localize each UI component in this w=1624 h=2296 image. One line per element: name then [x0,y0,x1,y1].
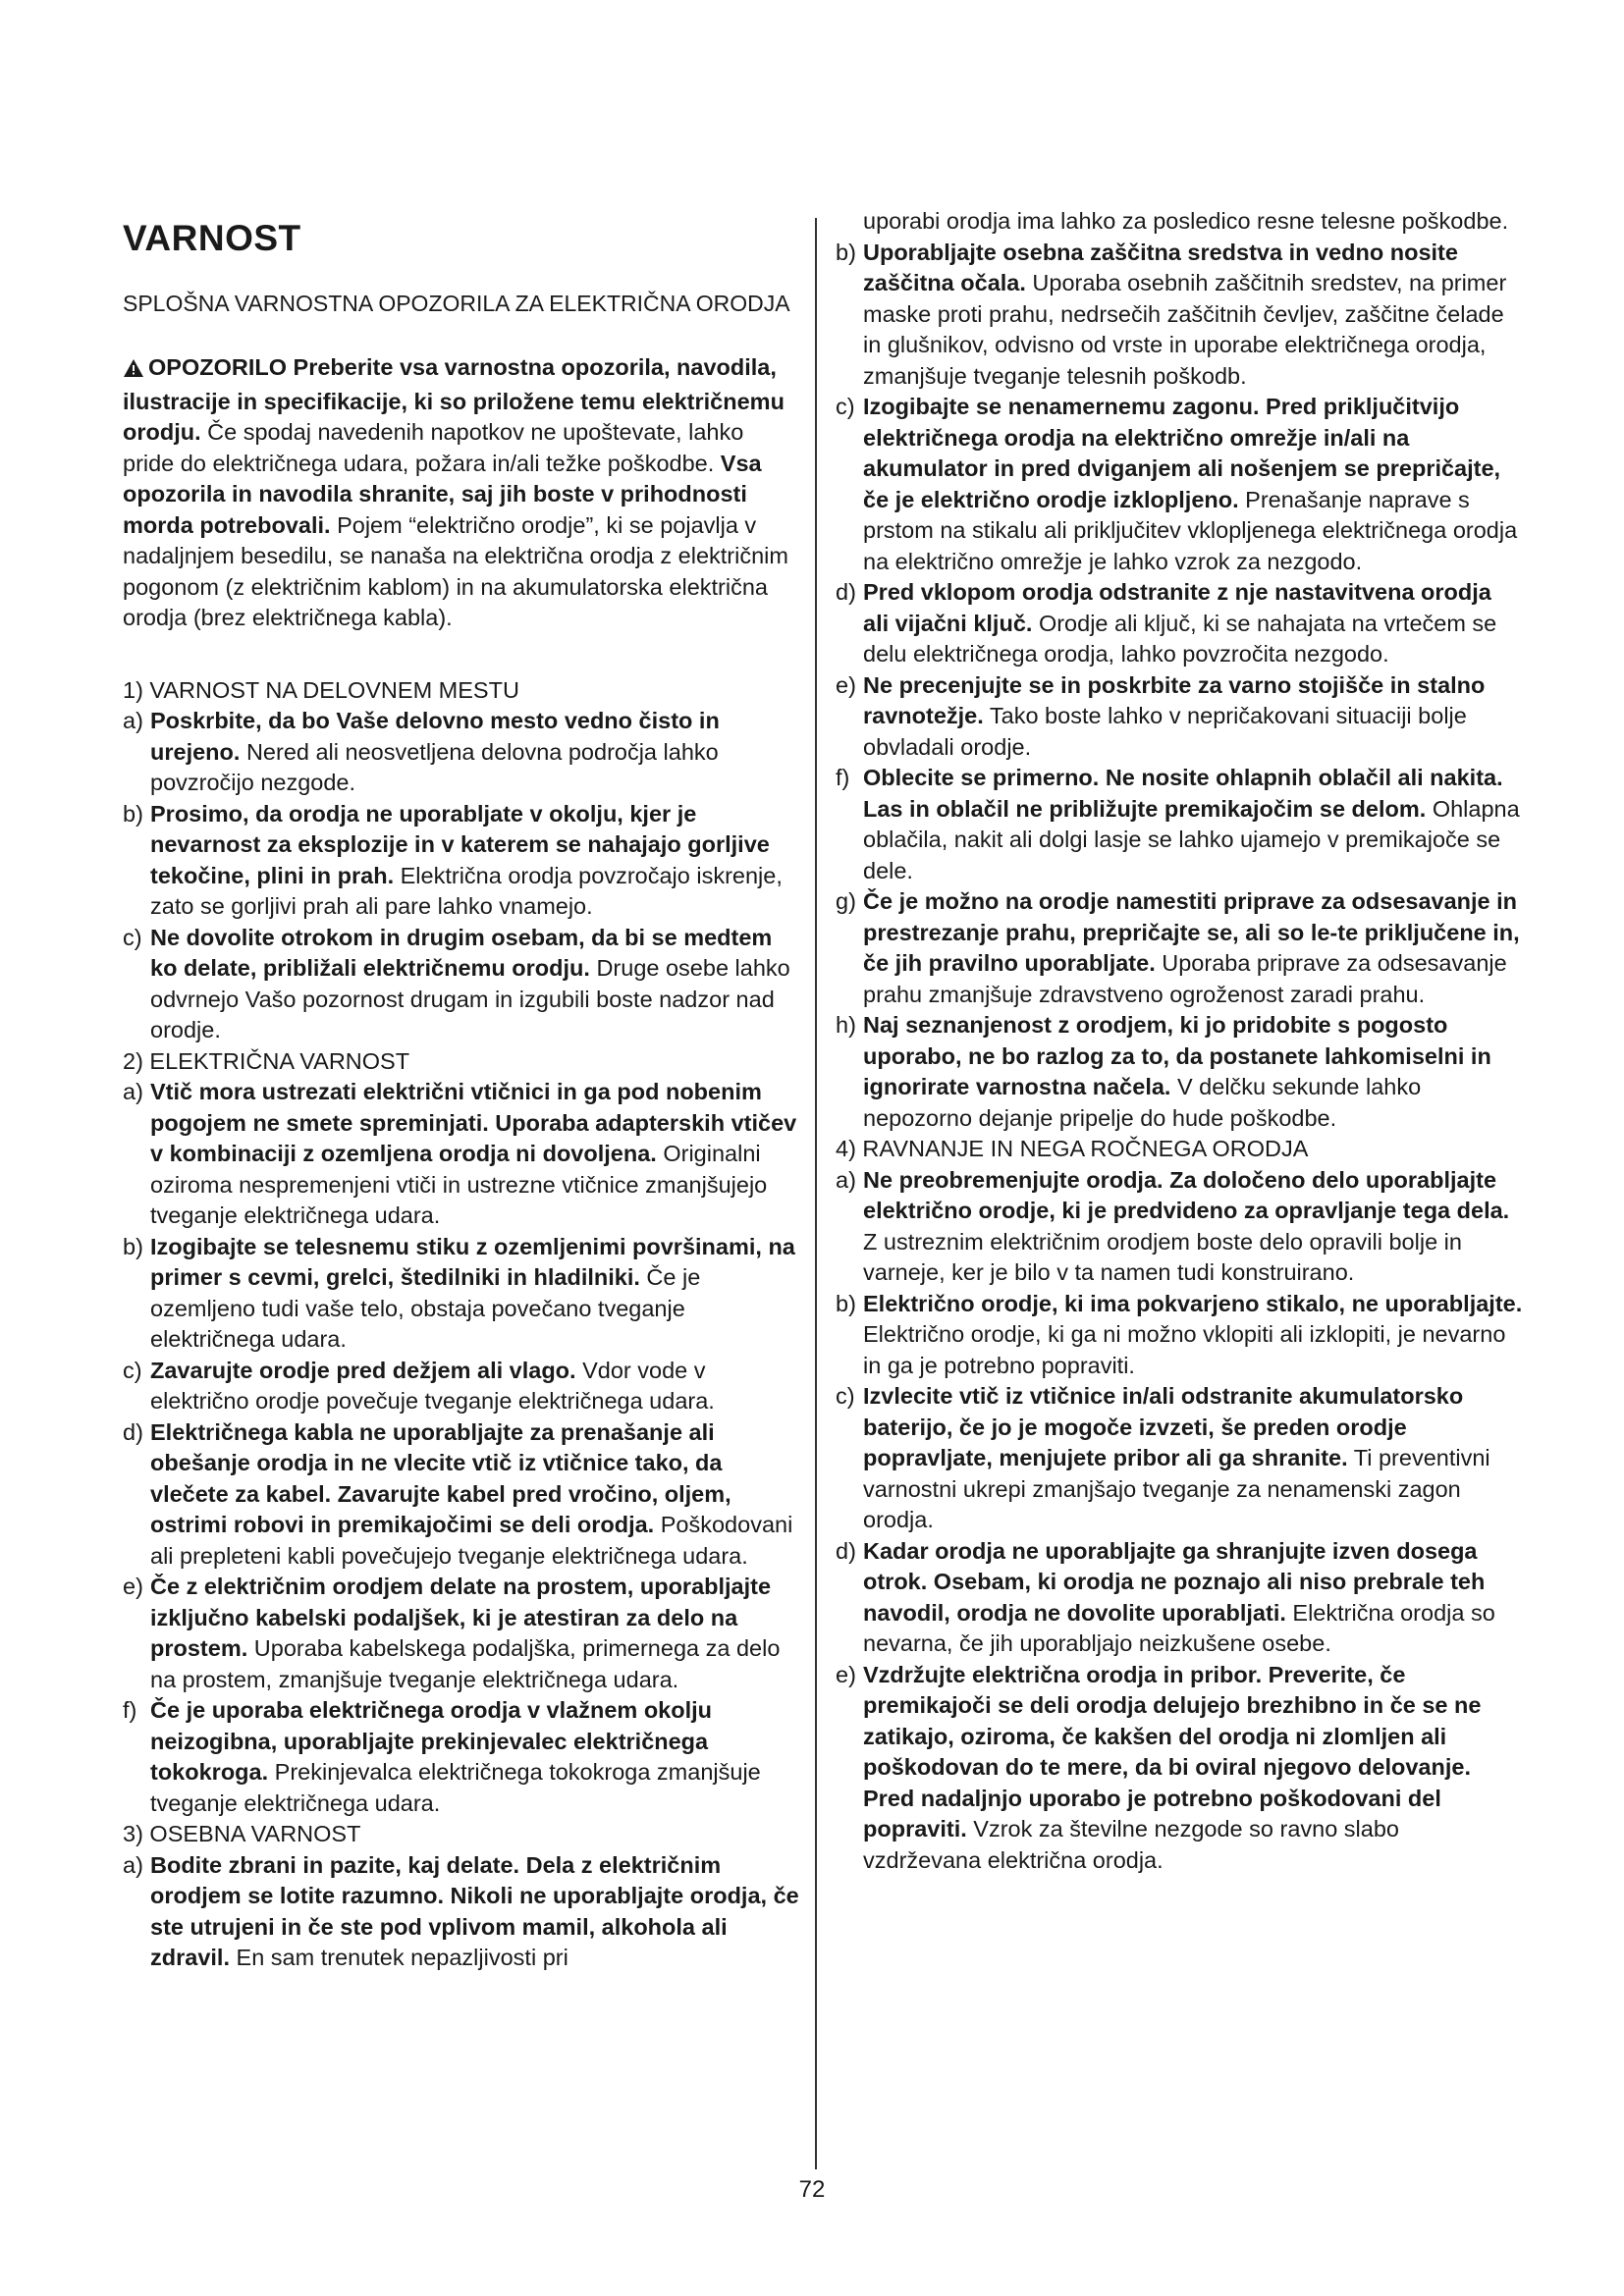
item-text: Električna orodja so nevarna, če jih uporabljajo neizkušene osebe. [863,1599,1495,1656]
item-bold-text: Poskrbite, da bo Vaše delovno mesto vedno čisto in urejeno. [150,708,720,765]
list-item [123,1850,800,1974]
item-letter: c) [836,1383,855,1409]
item-bold-text: Vtič mora ustrezati električni vtičnici in ga pod nobenim pogojem ne smete spreminjati. Uporaba adapterskih vtičev v kombinaciji z ozemljena orodja ni dovoljena. [150,1079,797,1166]
item-bold-text: Ne preobremenjujte orodja. Za določeno delo uporabljajte električno orodje, ki je predvideno za opravljanje tega dela. [863,1166,1510,1223]
item-bold-text: Če je uporaba električnega orodja v vlažnem okolju neizogibna, uporabljajte prekinjevalec električnega tokokroga. [150,1697,713,1785]
item-letter: e) [123,1574,143,1599]
item-text: Nered ali neosvetljena delovna področja lahko povzročijo nezgode. [150,738,719,795]
item-letter: a) [123,708,143,733]
right-column [836,206,1523,1876]
item-text: V delčku sekunde lahko nepozorno dejanje pripelje do hude poškodbe. [863,1074,1422,1131]
item-text: Električna orodja povzročajo iskrenje, zato se gorljivi prah ali pare lahko vnamejo. [150,862,783,919]
list-item [836,1010,1523,1134]
list-item [123,1417,800,1573]
item-text: Električno orodje, ki ga ni možno vklopiti ali izklopiti, je nevarno in ga je potrebno popraviti. [863,1321,1506,1378]
item-letter: c) [123,1357,142,1383]
item-text: Uporaba osebnih zaščitnih sredstev, na primer maske proti prahu, nedrsečih zaščitnih čevljev, zaščitne čelade in glušnikov, odvisno od vrste in uporabe električnega orodja, zmanjšuje tveganje telesnih poškodb. [863,270,1507,389]
item-letter: c) [836,394,855,419]
list-item [836,392,1523,577]
item-text: Če je ozemljeno tudi vaše telo, obstaja povečano tveganje električnega udara. [150,1264,701,1352]
list-item [836,1660,1523,1877]
item-text: Ti preventivni varnostni ukrepi zmanjšajo tveganje za nenamenski zagon orodja. [863,1445,1490,1532]
item-letter: g) [836,888,856,914]
item-letter: a) [836,1166,856,1193]
list-item [836,670,1523,764]
item-letter: d) [836,1537,856,1564]
item-letter: f) [836,765,850,790]
item-bold-text: Izvlecite vtič iz vtičnice in/ali odstranite akumulatorsko baterijo, če jo je mogoče izvzeti, še preden orodje popravljate, menjujete pribor ali ga shranite. [863,1383,1464,1470]
item-text: Z ustreznim električnim orodjem boste delo opravili bolje in varneje, ker je bilo v ta namen tudi konstruirano. [863,1228,1462,1285]
list-item [836,577,1523,670]
item-bold-text: Zavarujte orodje pred dežjem ali vlago. [150,1357,576,1383]
list-item [836,238,1523,393]
page-title: VARNOST [123,218,301,258]
item-bold-text: Če je možno na orodje namestiti priprave za odsesavanje in prestrezanje prahu, prepričajte se, ali so le-te priključene in, če jih pravilno uporabljate. [863,888,1520,976]
item-bold-text: Električnega kabla ne uporabljajte za prenašanje ali obešanje orodja in ne vlecite vtič iz vtičnice tako, da vlečete za kabel. Zavarujte kabel pred vročino, oljem, ostrimi robovi in premikajočimi se deli orodja. [150,1418,731,1537]
item-text: Vdor vode v električno orodje povečuje tveganje električnega udara. [150,1357,715,1414]
list-item [836,763,1523,886]
item-bold-text: Električno orodje, ki ima pokvarjeno stikalo, ne uporabljajte. [863,1290,1523,1316]
item-bold-text: Ne dovolite otrokom in drugim osebam, da bi se medtem ko delate, približali električnemu orodju. [150,924,773,981]
list-item [123,923,800,1046]
item-bold-text: Če z električnim orodjem delate na prostem, uporabljajte izključno kabelski podaljšek, ki je atestiran za delo na prostem. [150,1574,772,1661]
item-text: Vzrok za številne nezgode so ravno slabo vzdrževana električna orodja. [863,1816,1399,1873]
item-text: Poškodovani ali prepleteni kabli povečujejo tveganje električnega udara. [150,1512,793,1569]
item-text: En sam trenutek nepazljivosti pri [229,1945,568,1970]
section-4-items [836,1165,1523,1877]
item-bold-text: Ne precenjujte se in poskrbite za varno stojišče in stalno ravnotežje. [863,671,1486,728]
warning-bold-2: Vsa opozorila in navodila shranite, saj jih boste v prihodnosti morda potrebovali. [123,450,762,538]
item-letter: b) [836,1290,856,1316]
left-sections [123,675,800,1974]
item-text: Uporaba kabelskega podaljška, primernega za delo na prostem, zmanjšuje tveganje električnega udara. [150,1635,781,1692]
list-item [123,1356,800,1417]
left-column [123,206,800,1974]
item-letter: a) [123,1851,143,1878]
column-divider [815,218,817,2169]
item-text: Ohlapna oblačila, nakit ali dolgi lasje se lahko ujamejo v premikajoče se dele. [863,795,1520,883]
item-text: Tako boste lahko v nepričakovani situaciji bolje obvladali orodje. [863,703,1467,760]
item-text: Prenašanje naprave s prstom na stikalu ali priključitev vklopljenega električnega orodja na električno omrežje je lahko vzrok za nezgodo. [863,486,1518,574]
item-bold-text: Prosimo, da orodja ne uporabljate v okolju, kjer je nevarnost za eksplozije in v katerem se nahajajo gorljive tekočine, plini in prah. [150,800,770,888]
warning-text-1: Če spodaj navedenih napotkov ne upoštevate, lahko pride do električnega udara, požara in/ali težke poškodbe. [123,419,744,476]
item-text: Originalni oziroma nespremenjeni vtiči in ustrezne vtičnice zmanjšujejo tveganje električnega udara. [150,1141,768,1228]
warning-paragraph [123,352,800,634]
warning-text-2: Pojem “električno orodje”, ki se pojavlja v nadaljnjem besedilu, se nanaša na električna orodja z električnim pogonom (z električnim kablom) in na akumulatorska električna orodja (brez električnega kabla). [123,511,788,630]
section-3-items-continued [836,238,1523,1135]
list-item [836,1289,1523,1382]
item-letter: a) [123,1079,143,1104]
list-item [123,1077,800,1232]
item-letter: c) [123,924,142,950]
warning-triangle-icon [123,355,144,387]
item-letter: b) [123,1233,143,1259]
continuation-text: uporabi orodja ima lahko za posledico resne telesne poškodbe. [863,208,1509,234]
list-item [836,886,1523,1010]
item-bold-text: Izogibajte se nenamernemu zagonu. Pred priključitvijo električnega orodja na električno omrežje in/ali na akumulator in pred dviganjem ali nošenjem se prepričajte, če je električno orodje izklopljeno. [863,394,1501,512]
item-letter: d) [836,579,856,605]
section-subtitle: SPLOŠNA VARNOSTNA OPOZORILA ZA ELEKTRIČNA ORODJA [123,291,790,316]
item-text: Uporaba priprave za odsesavanje prahu zmanjšuje zdravstveno ogroženost zaradi prahu. [863,950,1507,1007]
warning-bold-1: Preberite vsa varnostna opozorila, navodila, ilustracije in specifikacije, ki so priložene temu električnemu orodju. [123,354,785,445]
item-letter: e) [836,671,856,698]
warning-label: OPOZORILO [148,354,287,380]
item-bold-text: Pred vklopom orodja odstranite z nje nastavitvena orodja ali vijačni ključ. [863,579,1491,636]
item-bold-text: Naj seznanjenost z orodjem, ki jo pridobite s pogosto uporabo, ne bo razlog za to, da postanete lahkomiselni in ignorirate varnostna načela. [863,1012,1491,1099]
item-bold-text: Uporabljajte osebna zaščitna sredstva in vedno nosite zaščitna očala. [863,239,1458,295]
list-item [836,1536,1523,1660]
list-item [123,799,800,923]
page-number: 72 [798,2176,826,2203]
item-letter: e) [836,1661,856,1687]
item-letter: b) [123,800,143,827]
item-text: Druge osebe lahko odvrnejo Vašo pozornost drugam in izgubili boste nadzor nad orodje. [150,955,790,1042]
item-bold-text: Bodite zbrani in pazite, kaj delate. Dela z električnim orodjem se lotite razumno. Nikoli ne uporabljajte orodja, če ste utrujeni in če ste pod vplivom mamil, alkohola ali zdravil. [150,1851,799,1970]
item-bold-text: Vzdržujte električna orodja in pribor. Preverite, če premikajoči se deli orodja delujejo brezhibno in če se ne zatikajo, oziroma, če kakšen del orodja ni zlomljen ali poškodovan do te mere, da bi oviral njegovo delovanje. Pred nadaljnjo uporabo je potrebno poškodovani del popraviti. [863,1661,1482,1842]
item-bold-text: Izogibajte se telesnemu stiku z ozemljenimi površinami, na primer s cevmi, grelci, štedilniki in hladilniki. [150,1233,795,1290]
section-heading-1: 1) VARNOST NA DELOVNEM MESTU [123,676,519,703]
item-letter: b) [836,239,856,265]
list-item [836,1381,1523,1536]
list-item [123,706,800,799]
section-heading-2: 2) ELEKTRIČNA VARNOST [123,1047,410,1074]
item-bold-text: Oblecite se primerno. Ne nosite ohlapnih oblačil ali nakita. Las in oblačil ne približujte premikajočim se delom. [863,765,1503,822]
item-bold-text: Kadar orodja ne uporabljajte ga shranjujte izven dosega otrok. Osebam, ki orodja ne poznajo ali niso prebrale teh navodil, orodja ne dovolite uporabljati. [863,1537,1486,1626]
item-text: Prekinjevalca električnega tokokroga zmanjšuje tveganje električnega udara. [150,1759,761,1816]
item-letter: d) [123,1418,143,1445]
item-letter: h) [836,1012,856,1038]
list-item [123,1232,800,1356]
list-item [123,1695,800,1819]
section-heading-3: 3) OSEBNA VARNOST [123,1821,361,1846]
item-text: Orodje ali ključ, ki se nahajata na vrtečem se delu električnega orodja, lahko povzročita nezgodo. [863,610,1497,667]
item-letter: f) [123,1697,137,1723]
list-item [836,1165,1523,1289]
section-heading-4: 4) RAVNANJE IN NEGA ROČNEGA ORODJA [836,1136,1309,1161]
list-item [123,1572,800,1695]
